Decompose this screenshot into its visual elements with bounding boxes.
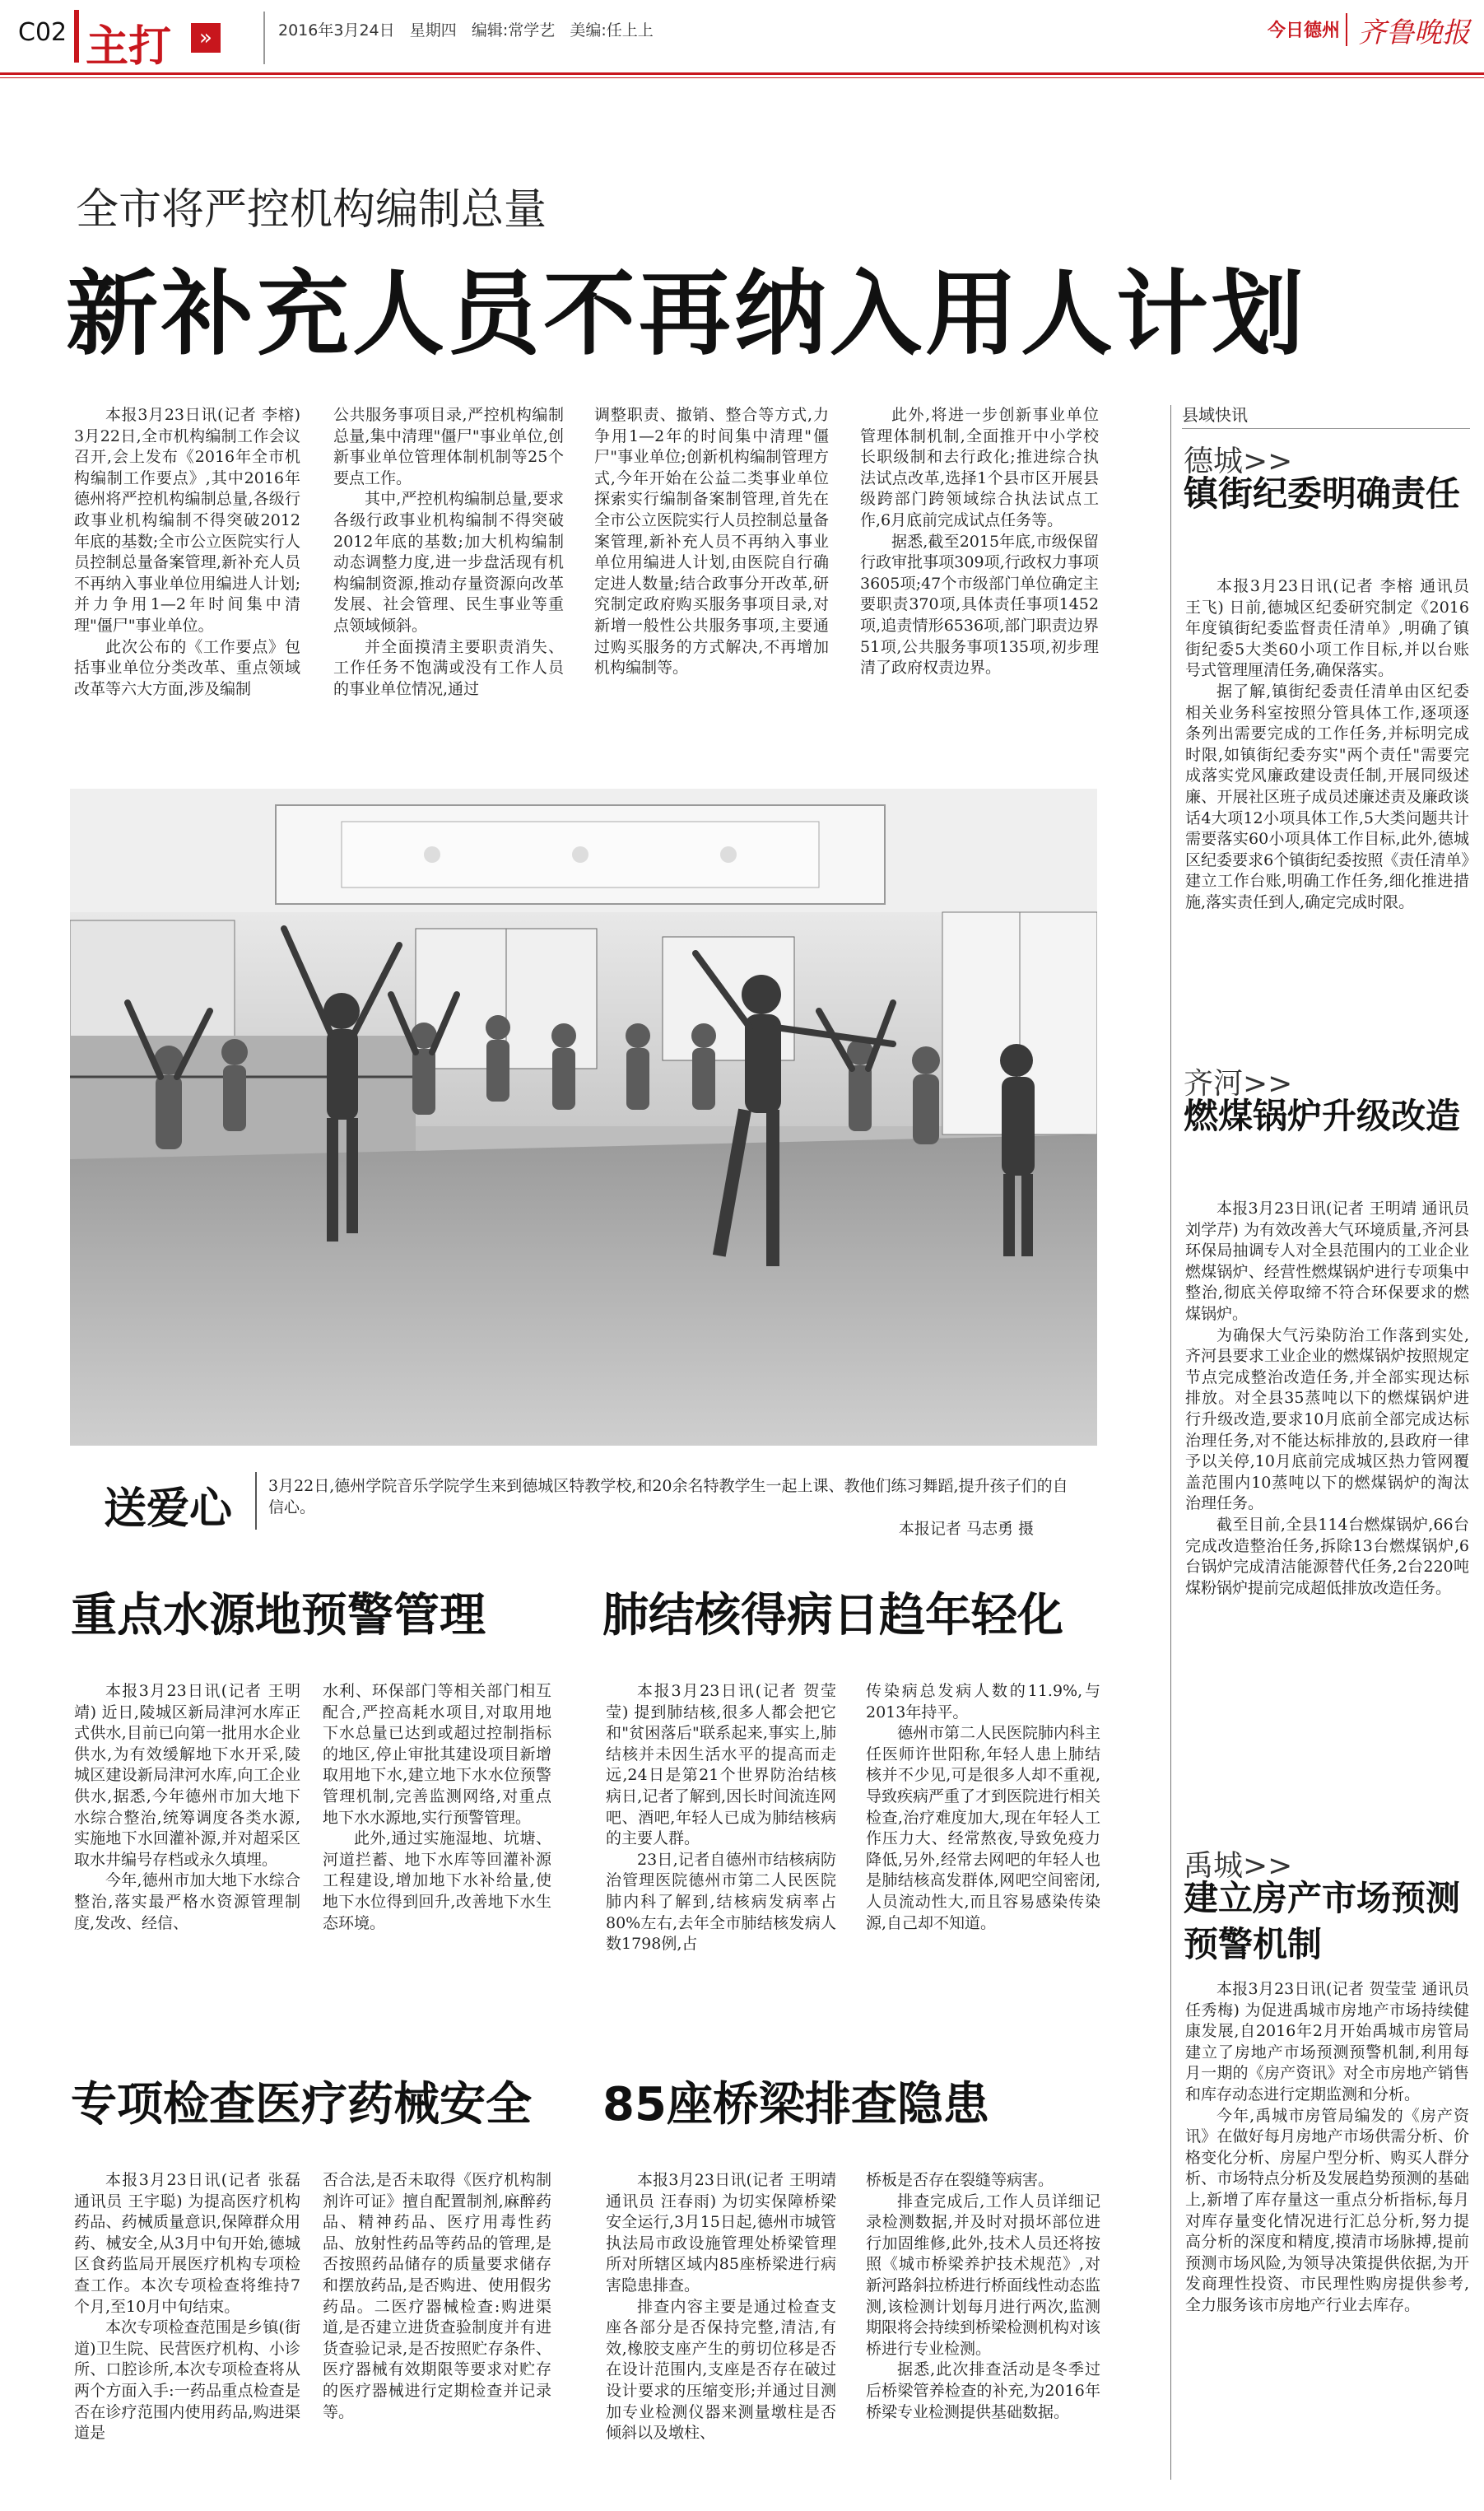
newspaper-logo: 齐鲁晚报 (1358, 16, 1470, 49)
photo-credit: 本报记者 马志勇 摄 (898, 1520, 1034, 1538)
lead-column-2 (333, 405, 564, 767)
paragraph: 公共服务事项目录,严控机构编制总量,集中清理"僵尸"事业单位,创新事业单位管理体制机制等25个要点工作。 (333, 406, 564, 487)
paragraph: 本报3月23日讯(记者 贺莹莹) 提到肺结核,很多人都会把它和"贫困落后"联系起来,事实上,肺结核并未因生活水平的提高而走远,24日是第21个世界防治结核病日,记者了解到,因长时间流连网吧、酒吧,年轻人已成为肺结核病的主要人群。 (606, 1682, 836, 1848)
article-column (606, 2170, 836, 2499)
paragraph: 今年,德州市加大地下水综合整治,落实最严格水资源管理制度,发改、经信、 (74, 1871, 300, 1932)
sidebar-label-rule (1182, 428, 1470, 429)
sidebar-headline: 镇街纪委明确责任 (1184, 473, 1461, 514)
paragraph: 本报3月23日讯(记者 李榕) 3月22日,全市机构编制工作会议召开,会上发布《2016年全市机构编制工作要点》,其中2016年德州将严控机构编制总量,各级行政事业机构编制不得突破2012年底的基数;全市公立医院实行人员控制总量备案管理,新补充人员不再纳入事业单位用编进人计划;并力争用1—2年时间集中清理"僵尸"事业单位。 (74, 406, 300, 635)
paragraph: 其中,严控机构编制总量,要求各级行政事业机构编制不得突破2012年底的基数;加大机构编制动态调整力度,进一步盘活现有机构编制资源,推动存量资源向改革发展、社会管理、民生事业等重点领域倾斜。 (333, 490, 564, 635)
issue-info: 2016年3月24日 星期四 编辑:常学艺 美编:任上上 (278, 21, 654, 40)
lead-column-4 (860, 405, 1099, 767)
photo-caption-title: 送爱心 (104, 1484, 233, 1534)
news-photo (70, 789, 1097, 1446)
brand-divider (1346, 13, 1347, 46)
paragraph: 本次专项检查范围是乡镇(街道)卫生院、民营医疗机构、小诊所、口腔诊所,本次专项检查将从两个方面入手:一药品重点检查是否在诊疗范围内使用药品,购进渠道是 (74, 2318, 300, 2443)
article-column (74, 2170, 300, 2499)
paragraph: 传染病总发病人数的11.9%,与2013年持平。 (866, 1682, 1100, 1721)
article-headline: 专项检查医疗药械安全 (71, 2078, 532, 2131)
paragraph: 此外,通过实施湿地、坑塘、河道拦蓄、地下水库等回灌补源工程建设,增加地下水补给量,使地下水位得到回升,改善地下水生态环境。 (323, 1829, 551, 1932)
article-column (323, 1681, 551, 2019)
section-title: 主打 (86, 22, 172, 72)
paragraph: 本报3月23日讯(记者 王明靖 通讯员 汪春雨) 为切实保障桥梁安全运行,3月15日起,德州市城管执法局市政设施管理处桥梁管理所对所辖区域内85座桥梁进行病害隐患排查。 (606, 2171, 836, 2294)
sidebar-headline: 建立房产市场预测预警机制 (1184, 1878, 1461, 1964)
paragraph: 排查完成后,工作人员详细记录检测数据,并及时对损坏部位进行加固维修,此外,技术人员还将按照《城市桥梁养护技术规范》,对新河路斜拉桥进行桥面线性动态监测,该检测计划每月进行两次,监测期限将会持续到桥梁检测机构对该桥进行专业检测。 (866, 2192, 1100, 2358)
sidebar-region: 禹城>> (1184, 1849, 1293, 1883)
sidebar-label: 县域快讯 (1182, 405, 1248, 425)
edition-brand: 今日德州 (1268, 21, 1341, 41)
header-rule-thin (0, 77, 1484, 78)
lead-headline: 新补充人员不再纳入用人计划 (66, 261, 1307, 368)
header-rule (0, 72, 1484, 75)
page-number: C02 (18, 18, 67, 47)
paragraph: 否合法,是否未取得《医疗机构制剂许可证》擅自配置制剂,麻醉药品、精神药品、医疗用毒性药品、放射性药品等药品的管理,是否按照药品储存的质量要求储存和摆放药品,是否购进、使用假劣药品。二医疗器械检查:购进渠道,是否建立进货查验制度并有进货查验记录,是否按照贮存条件、医疗器械有效期限等要求对贮存的医疗器械进行定期检查并记录等。 (323, 2171, 551, 2421)
paragraph: 本报3月23日讯(记者 王明靖) 近日,陵城区新局津河水库正式供水,目前已向第一批用水企业供水,为有效缓解地下水开采,陵城区建设新局津河水库,向工企业供水,据悉,今年德州市加大地下水综合整治,统筹调度各类水源,实施地下水回灌补源,并对超采区取水井编号存档或永久填埋。 (74, 1682, 300, 1869)
caption-divider (255, 1472, 257, 1530)
lead-kicker: 全市将严控机构编制总量 (76, 185, 547, 235)
article-column (866, 1681, 1100, 2019)
paragraph: 此外,将进一步创新事业单位管理体制机制,全面推开中小学校长职级制和去行政化;推进综合执法试点改革,选择1个县市区开展县级跨部门跨领域综合执法试点工作,6月底前完成试点任务等。 (860, 406, 1099, 529)
header-divider (263, 12, 265, 64)
article-column (74, 1681, 300, 2019)
sidebar-article (1185, 576, 1469, 1021)
paragraph: 本报3月23日讯(记者 王明靖 通讯员 刘学芹) 为有效改善大气环境质量,齐河县环保局抽调专人对全县范围内的工业企业燃煤锅炉、经营性燃煤锅炉进行专项集中整治,彻底关停取缔不符合环保要求的燃煤锅炉。 (1185, 1200, 1469, 1323)
page-number-divider (74, 10, 79, 63)
sidebar-article (1185, 1979, 1469, 2498)
lead-column-3 (594, 405, 829, 767)
lead-column-1 (74, 405, 300, 767)
photo-caption (268, 1475, 1083, 1540)
article-column (866, 2170, 1100, 2499)
paragraph: 桥板是否存在裂缝等病害。 (866, 2171, 1054, 2189)
article-column (606, 1681, 836, 2019)
sidebar-region: 齐河>> (1184, 1067, 1293, 1101)
paragraph: 23日,记者自德州市结核病防治管理医院德州市第二人民医院肺内科了解到,结核病发病率占80%左右,去年全市肺结核发病人数1798例,占 (606, 1850, 836, 1954)
paragraph: 据悉,此次排查活动是冬季过后桥梁管养检查的补充,为2016年桥梁专业检测提供基础数据。 (866, 2360, 1100, 2421)
section-chevron-icon: » (191, 23, 221, 53)
photo-caption-text: 3月22日,德州学院音乐学院学生来到德城区特教学校,和20余名特教学生一起上课、教他们练习舞蹈,提升孩子们的自信心。 (268, 1477, 1068, 1516)
sidebar-article (1185, 1199, 1469, 1824)
paragraph: 排查内容主要是通过检查支座各部分是否保持完整,清洁,有效,橡胶支座产生的剪切位移是否在设计范围内,支座是否存在破过设计要求的压缩变形;并通过目测加专业检测仪器来测量墩柱是否倾斜以及墩柱、 (606, 2297, 836, 2443)
paragraph: 本报3月23日讯(记者 李榕 通讯员 王飞) 日前,德城区纪委研究制定《2016年度镇街纪委监督责任清单》,明确了镇街纪委5大类60小项工作目标,并以台账号式管理厘清任务,确保落实。 (1185, 577, 1469, 680)
paragraph: 据悉,截至2015年底,市级保留行政审批事项309项,行政权力事项3605项;47个市级部门单位确定主要职责370项,具体责任事项1452项,追责情形6536项,部门职责边界51项,公共服务事项135项,初步理清了政府权责边界。 (860, 532, 1099, 678)
article-headline: 85座桥梁排查隐患 (602, 2078, 989, 2131)
paragraph: 水利、环保部门等相关部门相互配合,严控高耗水项目,对取用地下水总量已达到或超过控制指标的地区,停止审批其建设项目新增取用地下水,建立地下水水位预警管理机制,完善监测网络,对重点地下水水源地,实行预警管理。 (323, 1682, 551, 1827)
article-column (323, 2170, 551, 2499)
paragraph: 此次公布的《工作要点》包括事业单位分类改革、重点领域改革等六大方面,涉及编制 (74, 637, 300, 698)
paragraph: 德州市第二人民医院肺内科主任医师许世阳称,年轻人患上肺结核并不少见,可是很多人却不重视,导致疾病严重了才到医院进行相关检查,治疗难度加大,现在年轻人工作压力大、经常熬夜,导致免疫力降低,另外,经常去网吧的年轻人也是肺结核高发群体,网吧空间密闭,人员流动性大,而且容易感染传染源,自己却不知道。 (866, 1724, 1100, 1932)
article-headline: 肺结核得病日趋年轻化 (602, 1589, 1063, 1642)
paragraph: 今年,禹城市房管局编发的《房产资讯》在做好每月房地产市场供需分析、价格变化分析、房屋户型分析、购买人群分析、市场特点分析及发展趋势预测的基础上,新增了库存量这一重点分析指标,每月对库存量变化情况进行汇总分析,努力提高分析的深度和精度,摸清市场脉搏,提前预测市场风险,为领导决策提供依据,为开发商理性投资、市民理性购房提供参考,全力服务该市房地产行业去库存。 (1185, 2106, 1469, 2314)
sidebar-divider (1170, 405, 1171, 2480)
paragraph: 本报3月23日讯(记者 张磊 通讯员 王宇聪) 为提高医疗机构药品、药械质量意识,保障群众用药、械安全,从3月中旬开始,德城区食药监局开展医疗机构专项检查工作。本次专项检查将维持7个月,至10月中旬结束。 (74, 2171, 300, 2316)
sidebar-headline: 燃煤锅炉升级改造 (1184, 1096, 1461, 1136)
paragraph: 调整职责、撤销、整合等方式,力争用1—2年的时间集中清理"僵尸"事业单位;创新机构编制管理方式,今年开始在公益二类事业单位探索实行编制备案制管理,首先在全市公立医院实行人员控制总量备案管理,新补充人员不再纳入事业单位用编进人计划,由医院自行确定进人数量;结合政事分开改革,研究制定政府购买服务事项目录,对新增一般性公共服务事项,主要通过购买服务的方式解决,不再增加机构编制等。 (594, 406, 829, 678)
paragraph: 本报3月23日讯(记者 贺莹莹 通讯员 任秀梅) 为促进禹城市房地产市场持续健康发展,自2016年2月开始禹城市房管局建立了房地产市场预测预警机制,利用每月一期的《房产资讯》对全市房地产销售和库存动态进行定期监测和分析。 (1185, 1980, 1469, 2103)
paragraph: 据了解,镇街纪委责任清单由区纪委相关业务科室按照分管具体工作,逐项逐条列出需要完成的工作任务,并标明完成时限,如镇街纪委夯实"两个责任"需要完成落实党风廉政建设责任制,开展同级述廉、开展社区班子成员述廉述责及廉政谈话4大项12小项具体工作,5大类问题共计需要落实60小项具体工作目标,此外,德城区纪委要求6个镇街纪委按照《责任清单》建立工作台账,明确工作任务,细化推进措施,落实责任到人,确定完成时限。 (1185, 682, 1469, 911)
paragraph: 截至目前,全县114台燃煤锅炉,66台完成改造整治任务,拆除13台燃煤锅炉,6台锅炉完成清洁能源替代任务,2台220吨煤粉锅炉提前完成超低排放改造任务。 (1185, 1515, 1469, 1597)
article-headline: 重点水源地预警管理 (71, 1589, 486, 1642)
sidebar-region: 德城>> (1184, 445, 1293, 478)
paragraph: 为确保大气污染防治工作落到实处,齐河县要求工业企业的燃煤锅炉按照规定节点完成整治改造任务,并全部实现达标排放。对全县35蒸吨以下的燃煤锅炉进行升级改造,要求10月底前全部完成达标治理任务,对不能达标排放的,县政府一律予以关停,10月底前完成城区热力管网覆盖范围内10蒸吨以下的燃煤锅炉的淘汰治理任务。 (1185, 1325, 1469, 1513)
paragraph: 并全面摸清主要职责消失、工作任务不饱满或没有工作人员的事业单位情况,通过 (333, 637, 564, 698)
